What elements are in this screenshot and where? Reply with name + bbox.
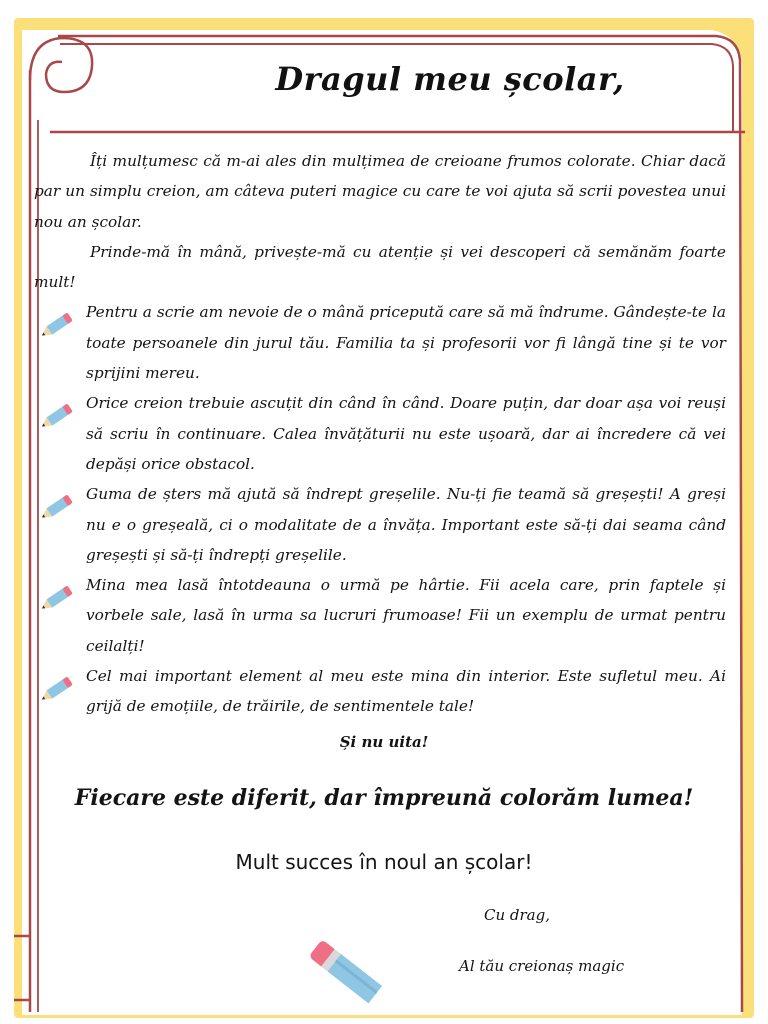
list-item <box>34 661 726 722</box>
list-item <box>34 388 726 479</box>
intro-paragraph: Îți mulțumesc că m-ai ales din mulțimea de creioane frumos colorate. Chiar dacă par un simplu creion, am câteva puteri magice cu care te voi ajuta să scrii povestea unui nou an școlar. <box>34 152 726 231</box>
list-item <box>34 479 726 570</box>
pencil-icon <box>300 940 400 1010</box>
list-item-text: Orice creion trebuie ascuțit din când în când. Doare puțin, dar doar așa voi reuși să scriu în continuare. Calea învățăturii nu este ușoară, dar ai încredere că vei depăși orice obstacol. <box>86 394 726 473</box>
pencil-icon <box>36 582 76 616</box>
school-year-wish: Mult succes în noul an școlar! <box>235 850 533 874</box>
list-item-text: Guma de șters mă ajută să îndrept greșelile. Nu-ți fie teamă să greșești! A greși nu e o greșeală, ci o modalitate de a învăța. Important este să-ți dai seama când greșești și să-ți îndrepți greșelile. <box>86 485 726 564</box>
intro-paragraph: Prinde-mă în mână, privește-mă cu atenție și vei descoperi că semănăm foarte mult! <box>34 242 726 292</box>
list-item-text: Pentru a scrie am nevoie de o mână pricepută care să mă îndrume. Gândește-te la toate persoanele din jurul tău. Familia ta și profesorii vor fi lângă tine și te vor sprijini mereu. <box>86 303 726 383</box>
closing-salutation: Cu drag, <box>484 906 550 924</box>
pencil-icon <box>36 491 76 525</box>
and-dont-forget-line: Și nu uita! <box>339 733 429 751</box>
list-item <box>34 570 726 661</box>
letter-body <box>34 146 726 722</box>
letter-title: Dragul meu școlar, <box>275 60 625 98</box>
list-item-text: Mina mea lasă întotdeauna o urmă pe hârtie. Fii acela care, prin faptele și vorbele sale, lasă în urma sa lucruri frumoase! Fii un exemplu de urmat pentru ceilalți! <box>86 576 726 655</box>
motto: Fiecare este diferit, dar împreună colorăm lumea! <box>74 785 694 811</box>
pencil-icon <box>36 400 76 434</box>
list-item-text: Cel mai important element al meu este mina din interior. Este sufletul meu. Ai grijă de emoțiile, de trăirile, de sentimentele tale! <box>86 667 726 716</box>
pencil-icon <box>36 309 76 343</box>
pencil-list <box>34 297 726 721</box>
signature: Al tău creionaș magic <box>459 957 625 975</box>
list-item <box>34 297 726 388</box>
pencil-icon <box>36 673 76 707</box>
